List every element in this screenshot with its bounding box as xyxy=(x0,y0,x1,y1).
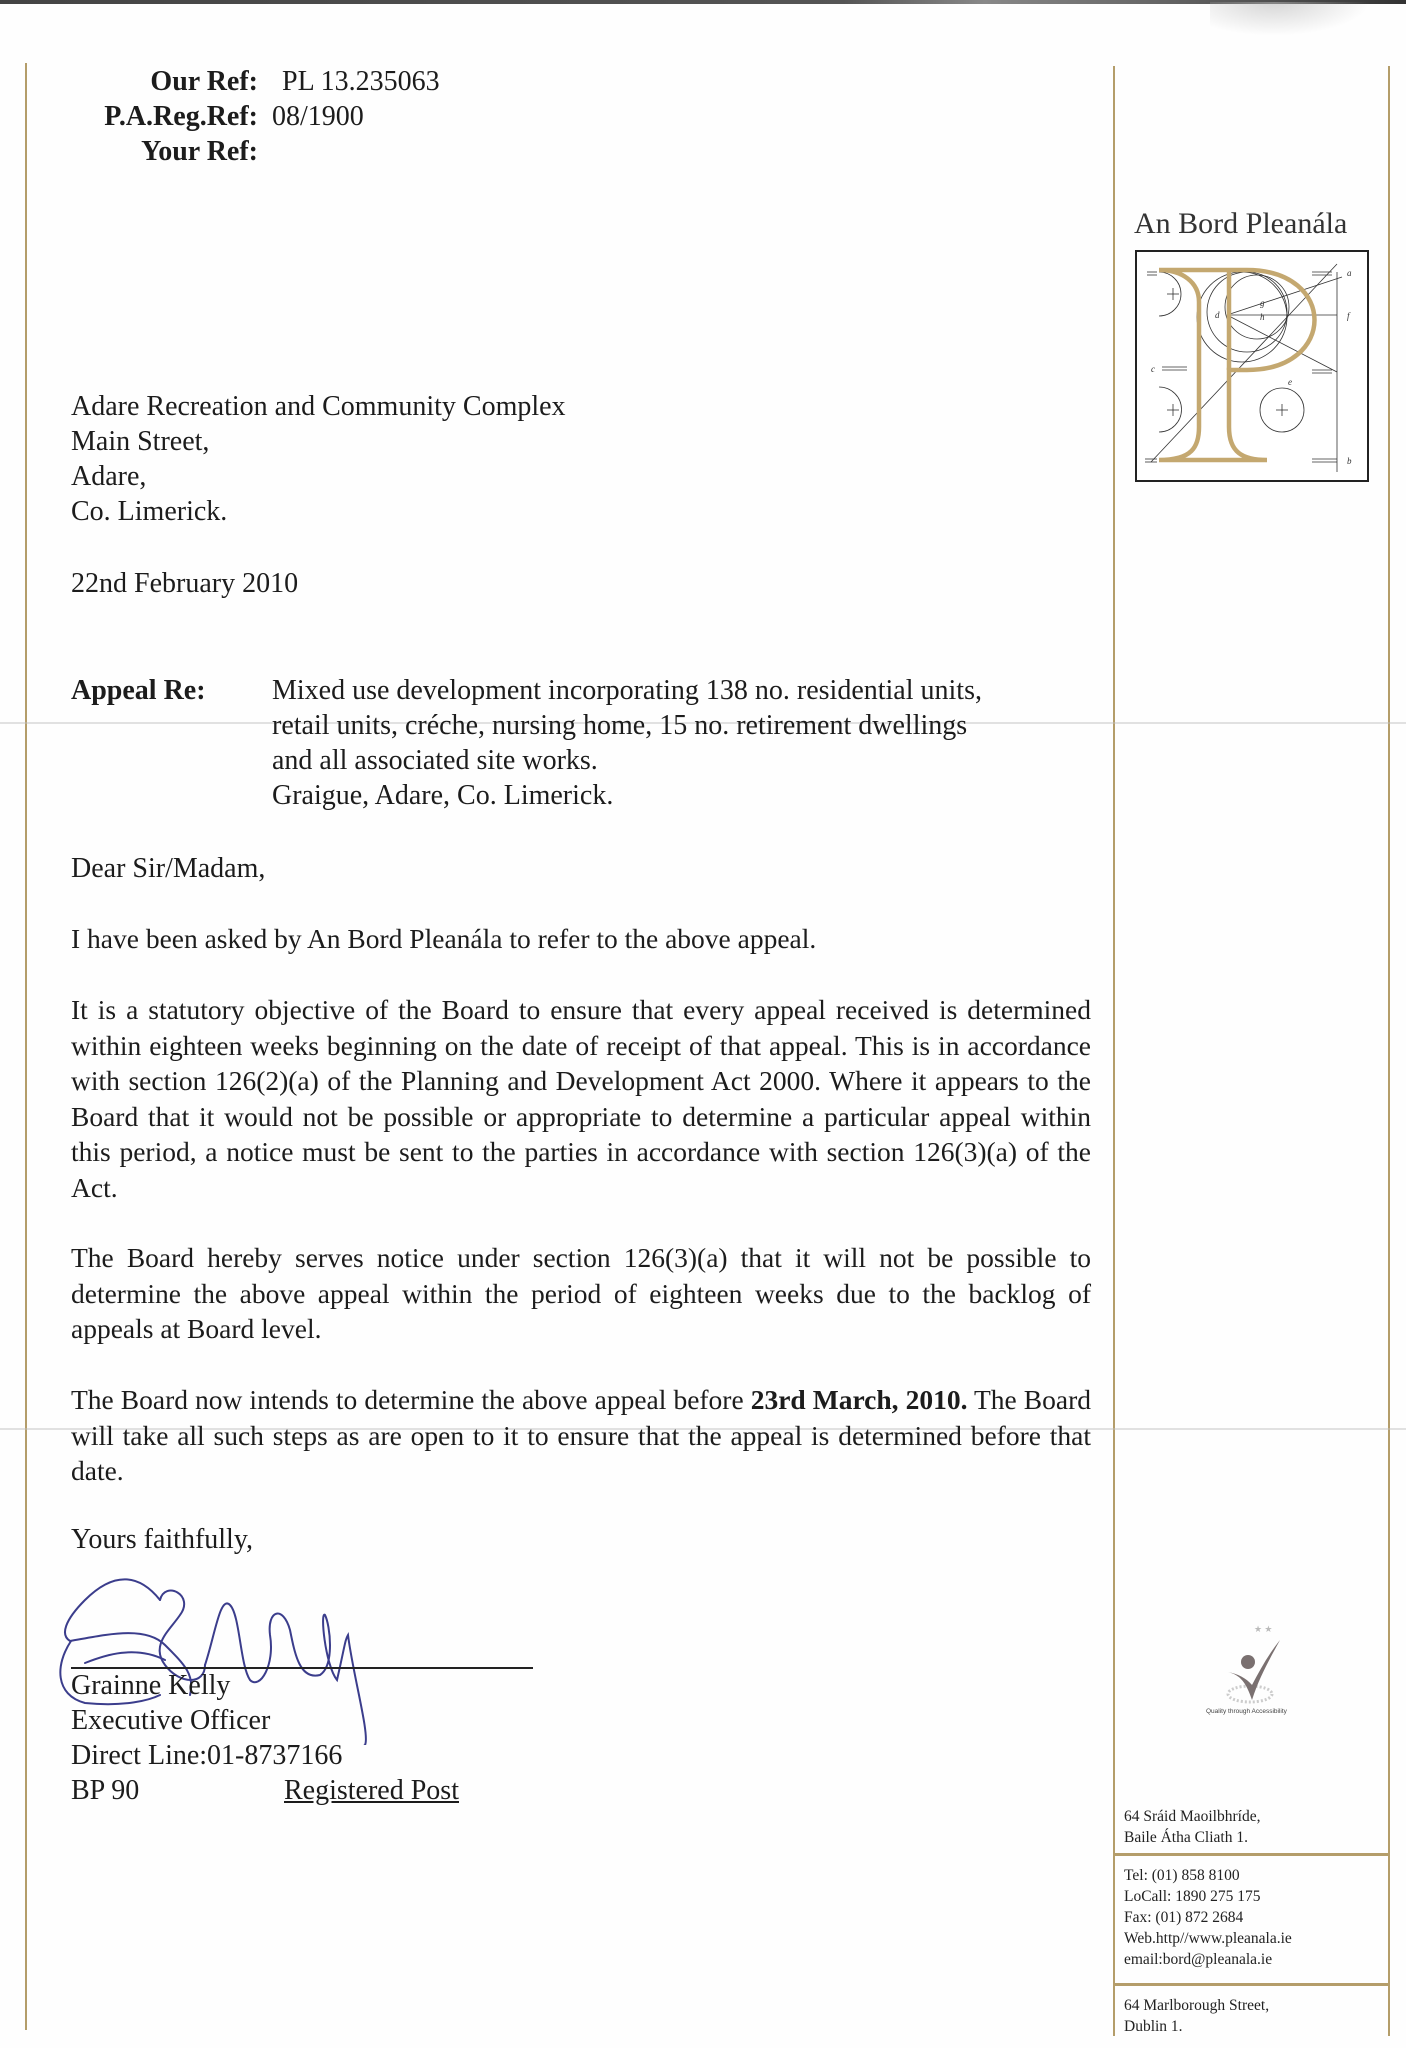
contact-telephone: Tel: (01) 858 8100 xyxy=(1124,1867,1240,1884)
contact-locall: LoCall: 1890 275 175 xyxy=(1124,1888,1261,1905)
our-ref-label: Our Ref: xyxy=(150,66,258,97)
svg-text:e: e xyxy=(1288,377,1292,387)
sidebar-divider xyxy=(1114,1853,1390,1856)
svg-text:g: g xyxy=(1260,298,1265,308)
recipient-line: Co. Limerick. xyxy=(71,496,228,527)
your-ref-label: Your Ref: xyxy=(141,136,258,167)
appeal-label: Appeal Re: xyxy=(71,675,206,706)
svg-text:f: f xyxy=(1347,311,1350,321)
svg-text:h: h xyxy=(1260,312,1265,322)
recipient-line: Adare Recreation and Community Complex xyxy=(71,391,566,422)
paragraph-determination-date xyxy=(71,1382,1091,1489)
contact-fax: Fax: (01) 872 2684 xyxy=(1124,1909,1244,1926)
sidebar-left-rule xyxy=(1113,66,1115,2036)
english-address-line: Dublin 1. xyxy=(1124,2018,1183,2035)
closing: Yours faithfully, xyxy=(71,1524,254,1555)
letter-date: 22nd February 2010 xyxy=(71,568,299,599)
svg-text:a: a xyxy=(1347,268,1352,278)
pa-reg-ref-value: 08/1900 xyxy=(272,101,364,132)
organisation-name: An Bord Pleanála xyxy=(1134,207,1348,240)
paragraph-intro: I have been asked by An Bord Pleanála to refer to the above appeal. xyxy=(71,923,817,954)
pa-reg-ref-label: P.A.Reg.Ref: xyxy=(104,101,258,132)
paragraph-notice: The Board hereby serves notice under section 126(3)(a) that it will not be possible to determine the above appeal within the period of eighteen weeks due to the backlog of appeals at Board level. xyxy=(71,1242,1091,1344)
quality-accessibility-logo-icon xyxy=(1220,1620,1290,1710)
svg-text:c: c xyxy=(1151,364,1155,374)
determination-text: The Board now intends to determine the above appeal before xyxy=(71,1384,751,1415)
paragraph-statutory-objective: It is a statutory objective of the Board to ensure that every appeal received is determined within eighteen weeks beginning on the date of receipt of that appeal. This is in accordance with section 126(2)(a) of the Planning and Development Act 2000. Where it appears to the Board that it would not be possible or appropriate to determine a particular appeal within this period, a notice must be sent to the parties in accordance with section 126(3)(a) of the Act. xyxy=(71,994,1091,1203)
appeal-description-line: Mixed use development incorporating 138 no. residential units, xyxy=(272,675,982,706)
recipient-line: Adare, xyxy=(71,461,147,492)
svg-text:d: d xyxy=(1215,310,1220,320)
irish-address-line: 64 Sráid Maoilbhríde, xyxy=(1124,1808,1261,1825)
english-address-line: 64 Marlborough Street, xyxy=(1124,1997,1270,2014)
contact-website: Web.http//www.pleanala.ie xyxy=(1124,1930,1292,1947)
scan-shadow xyxy=(1210,2,1370,36)
contact-email: email:bord@pleanala.ie xyxy=(1124,1951,1273,1968)
direct-line: Direct Line:01-8737166 xyxy=(71,1740,343,1771)
signatory-title: Executive Officer xyxy=(71,1705,271,1736)
irish-address-line: Baile Átha Cliath 1. xyxy=(1124,1829,1248,1846)
svg-text:★ ★: ★ ★ xyxy=(1254,1624,1273,1634)
determination-text-cont: The Board will take all such steps as are open to it to ensure that the appeal is determined before that date. xyxy=(71,1384,1092,1486)
salutation: Dear Sir/Madam, xyxy=(71,853,266,884)
appeal-description-line: and all associated site works. xyxy=(272,745,598,776)
our-ref-value: PL 13.235063 xyxy=(282,66,440,97)
accessibility-caption: Quality through Accessibility xyxy=(1206,1708,1287,1715)
sidebar-divider xyxy=(1114,1983,1390,1986)
bp-reference: BP 90 xyxy=(71,1775,140,1806)
sidebar-right-rule xyxy=(1388,66,1390,2036)
signatory-name: Grainne Kelly xyxy=(71,1670,231,1701)
registered-post-label: Registered Post xyxy=(284,1775,459,1806)
svg-text:b: b xyxy=(1347,456,1352,466)
appeal-description-line: retail units, créche, nursing home, 15 no. retirement dwellings xyxy=(272,710,968,741)
left-margin-rule xyxy=(25,63,27,2030)
scan-top-edge xyxy=(0,0,1406,4)
determination-deadline: 23rd March, 2010. xyxy=(750,1384,968,1415)
appeal-location: Graigue, Adare, Co. Limerick. xyxy=(272,780,614,811)
recipient-line: Main Street, xyxy=(71,426,210,457)
p-monogram-logo-icon xyxy=(1135,250,1369,482)
